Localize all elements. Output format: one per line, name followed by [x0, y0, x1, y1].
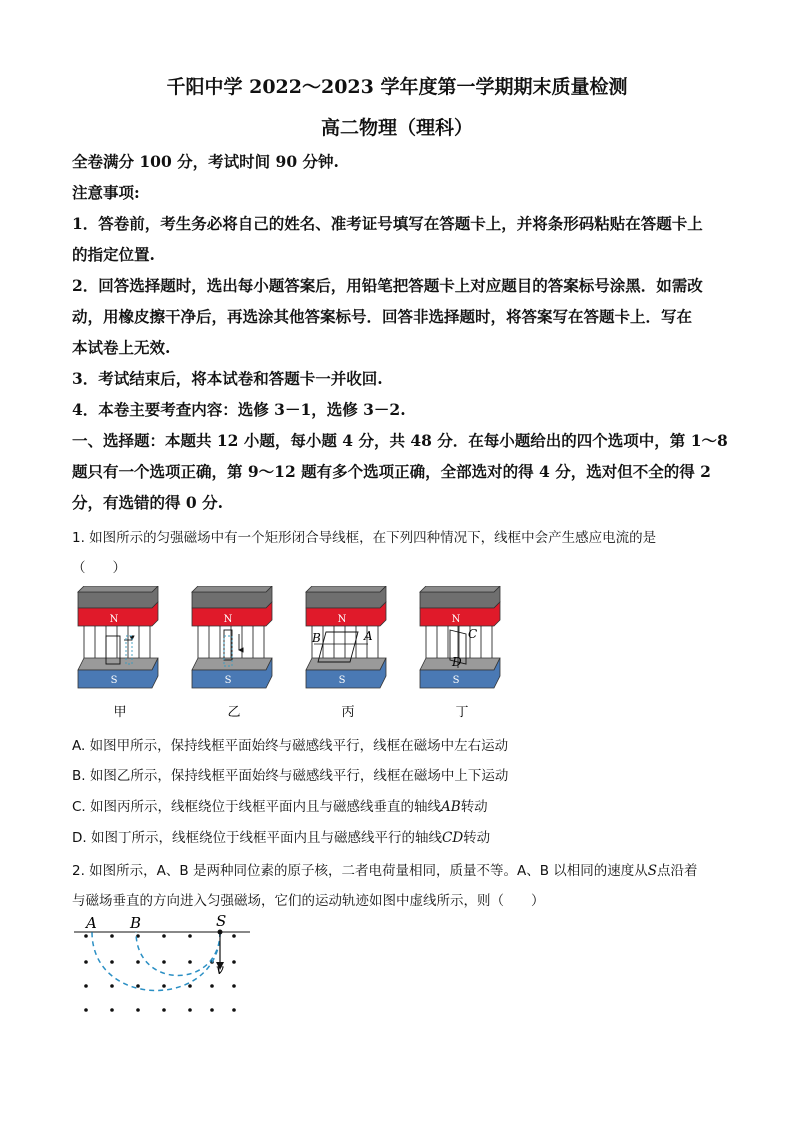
south-label: S: [224, 675, 232, 686]
q1-stem: 1. 如图所示的匀强磁场中有一个矩形闭合导线框，在下列四种情况下，线框中会产生感应电流的是: [72, 530, 657, 546]
section-1-line-3: 分，有选错的得 0 分.: [72, 493, 223, 512]
north-label: N: [223, 614, 233, 625]
point-d-label: D: [452, 655, 462, 669]
q1-blank: （ ）: [72, 560, 126, 576]
south-label: S: [452, 675, 460, 686]
north-label: N: [337, 614, 347, 625]
q1-option-d-axis: CD: [441, 830, 464, 846]
q1-option-d: [72, 826, 490, 846]
exam-title: 千阳中学 2022～2023 学年度第一学期期末质量检测: [166, 76, 628, 98]
point-c-label: C: [468, 627, 478, 641]
q1-option-d-post: 转动: [463, 830, 491, 846]
caption-jia: 甲: [113, 705, 127, 720]
q1-option-a: A. 如图甲所示，保持线框平面始终与磁感线平行，线框在磁场中左右运动: [72, 738, 509, 754]
score-line: 全卷满分 100 分，考试时间 90 分钟.: [72, 152, 339, 171]
q2-stem-post: 点沿着: [657, 863, 698, 879]
point-b-label: B: [312, 631, 321, 645]
section-1-line-2: 题只有一个选项正确，第 9～12 题有多个选项正确，全部选对的得 4 分，选对但不全的得 2: [72, 462, 711, 481]
magnet-yi: [192, 586, 272, 688]
south-label: S: [110, 675, 118, 686]
q1-option-c-axis: AB: [441, 799, 461, 815]
north-label: N: [109, 614, 119, 625]
q1-option-b: B. 如图乙所示，保持线框平面始终与磁感线平行，线框在磁场中上下运动: [72, 768, 509, 784]
notice-heading: 注意事项:: [72, 183, 140, 202]
notice-1-line-2: 的指定位置.: [72, 245, 155, 264]
q2-stem-pre: 2. 如图所示，A、B 是两种同位素的原子核，二者电荷量相同，质量不等。A、B 以相同的速度从: [72, 863, 648, 879]
label-v: v: [216, 962, 224, 978]
q2-stem-line-2: 与磁场垂直的方向进入匀强磁场，它们的运动轨迹如图中虚线所示，则（ ）: [72, 893, 545, 909]
caption-yi: 乙: [227, 705, 241, 720]
label-s: S: [216, 912, 227, 930]
caption-bing: 丙: [341, 705, 355, 720]
q2-figure: [70, 910, 260, 1020]
notice-2-line-3: 本试卷上无效.: [72, 338, 171, 357]
south-label: S: [338, 675, 346, 686]
q2-stem-line-1: [72, 859, 698, 879]
magnet-ding: [420, 586, 500, 688]
label-a: A: [86, 914, 97, 932]
q2-point-s: S: [647, 863, 657, 879]
exam-subtitle: 高二物理（理科）: [320, 117, 473, 139]
north-label: N: [451, 614, 461, 625]
notice-2-line-2: 动，用橡皮擦干净后，再选涂其他答案标号．回答非选择题时，将答案写在答题卡上．写在: [72, 307, 693, 326]
q1-figure: [70, 586, 530, 724]
q1-option-c-post: 转动: [460, 799, 488, 815]
q1-option-c: [72, 795, 488, 815]
point-a-label: A: [364, 629, 373, 643]
notice-3: 3．考试结束后，将本试卷和答题卡一并收回.: [72, 369, 383, 388]
magnet-jia: [78, 586, 158, 688]
field-dots: [84, 934, 236, 1012]
magnet-bing: [306, 586, 386, 688]
notice-4: 4．本卷主要考查内容：选修 3－1，选修 3－2.: [72, 400, 406, 419]
q1-option-d-pre: D. 如图丁所示，线框绕位于线框平面内且与磁感线平行的轴线: [72, 830, 442, 846]
label-b: B: [130, 914, 142, 932]
section-1-line-1: 一、选择题：本题共 12 小题，每小题 4 分，共 48 分．在每小题给出的四个选项中，第 1～8: [72, 431, 728, 450]
notice-2-line-1: 2．回答选择题时，选出每小题答案后，用铅笔把答题卡上对应题目的答案标号涂黑．如需改: [72, 276, 703, 295]
q1-option-c-pre: C. 如图丙所示，线框绕位于线框平面内且与磁感线垂直的轴线: [72, 799, 442, 815]
caption-ding: 丁: [455, 705, 469, 720]
notice-1-line-1: 1．答卷前，考生务必将自己的姓名、准考证号填写在答题卡上，并将条形码粘贴在答题卡上: [72, 214, 703, 233]
